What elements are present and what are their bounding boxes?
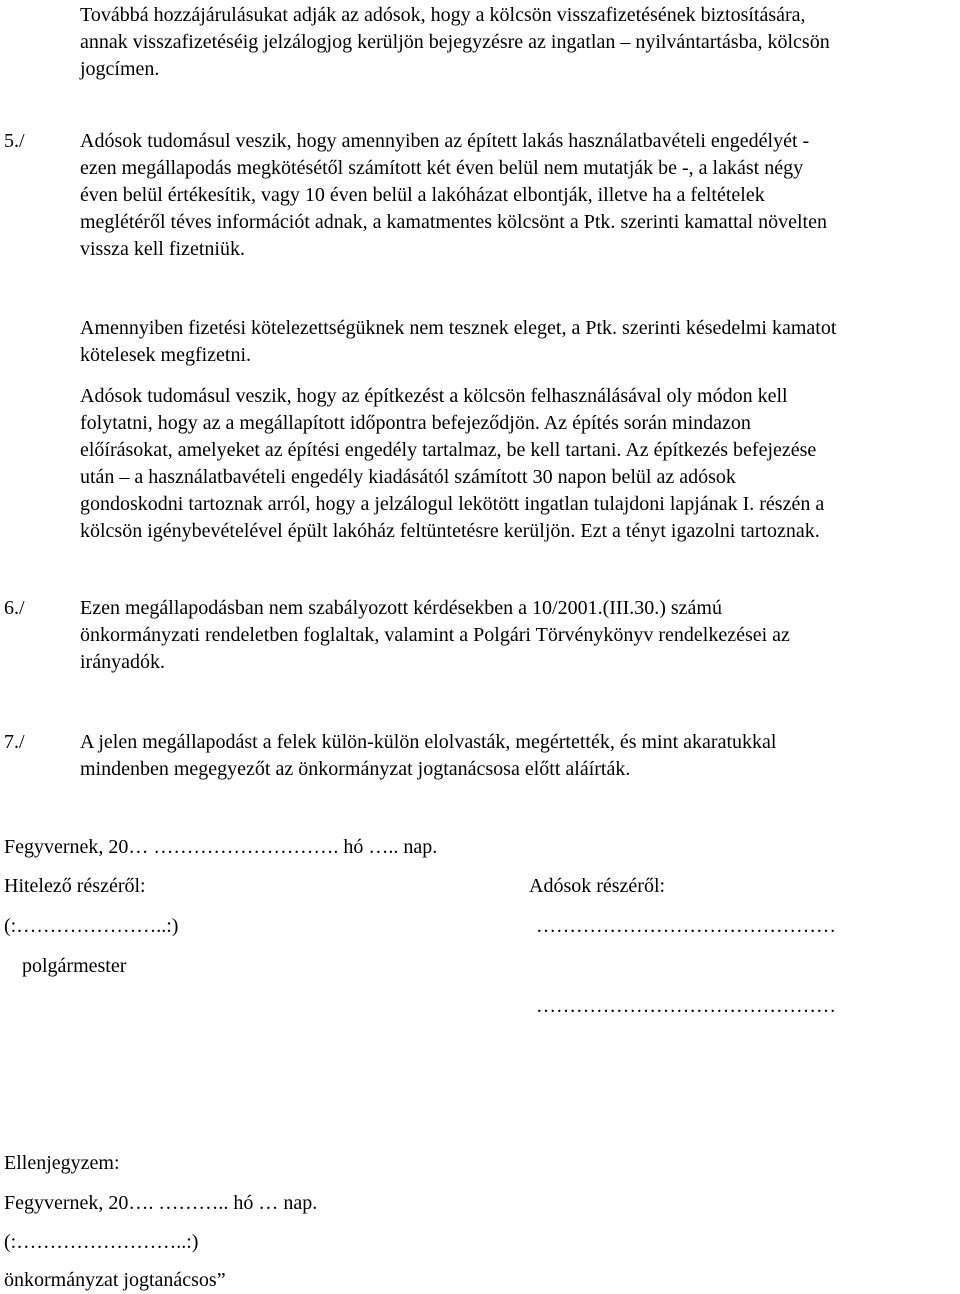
section-5-p1-line-4: meglétéről téves információt adnak, a kamatmentes kölcsönt a Ptk. szerinti kamattal növelten [80, 211, 827, 233]
section-5-p1-line-5: vissza kell fizetniük. [80, 238, 245, 260]
signing-place-date: Fegyvernek, 20… ………………………. hó ….. nap. [4, 836, 438, 858]
countersign-signature-line: (:……………………..:) [4, 1231, 199, 1253]
section-5-p2-line-1: Amennyiben fizetési kötelezettségüknek nem tesznek eleget, a Ptk. szerinti késedelmi kamatot [80, 317, 837, 339]
creditor-title: polgármester [22, 955, 127, 977]
section-5-p1-line-3: éven belül értékesítik, vagy 10 éven belül a lakóházat elbontják, illetve ha a feltételek [80, 184, 765, 206]
section-5-p3-line-2: folytatni, hogy az a megállapított időpontra befejeződjön. Az építés során mindazon [80, 412, 751, 434]
section-5-p3-line-3: előírásokat, amelyeket az építési engedély tartalmaz, be kell tartani. Az építkezés befejezése [80, 439, 817, 461]
section-6-line-1: Ezen megállapodásban nem szabályozott kérdésekben a 10/2001.(III.30.) számú [80, 597, 722, 619]
intro-line-3: jogcímen. [80, 58, 160, 80]
debtor-label: Adósok részéről: [529, 875, 666, 897]
section-5-p1-line-1: Adósok tudomásul veszik, hogy amennyiben az épített lakás használatbavételi engedélyét - [80, 130, 810, 152]
section-5-number: 5./ [4, 130, 25, 152]
intro-line-1: Továbbá hozzájárulásukat adják az adósok, hogy a kölcsön visszafizetésének biztosítására, [80, 4, 806, 26]
debtor-signature-line-2: ……………………………………… [536, 995, 836, 1017]
creditor-label: Hitelező részéről: [4, 875, 146, 897]
debtor-signature-line-1: ……………………………………… [536, 915, 836, 937]
countersign-title: önkormányzat jogtanácsos” [4, 1269, 226, 1291]
section-7-number: 7./ [4, 731, 25, 753]
section-5-p3-line-1: Adósok tudomásul veszik, hogy az építkezést a kölcsön felhasználásával oly módon kell [80, 385, 788, 407]
intro-line-2: annak visszafizetéséig jelzálogjog kerüljön bejegyzésre az ingatlan – nyilvántartásba, kölcsön [80, 31, 830, 53]
section-6-number: 6./ [4, 597, 25, 619]
creditor-signature-line: (:…………………..:) [4, 915, 179, 937]
section-6-line-3: irányadók. [80, 651, 165, 673]
section-6-line-2: önkormányzati rendeletben foglaltak, valamint a Polgári Törvénykönyv rendelkezései az [80, 624, 790, 646]
section-5-p3-line-4: után – a használatbavételi engedély kiadásától számított 30 napon belül az adósok [80, 466, 736, 488]
section-5-p1-line-2: ezen megállapodás megkötésétől számított két éven belül nem mutatják be -, a lakást négy [80, 157, 804, 179]
section-5-p2-line-2: kötelesek megfizetni. [80, 344, 252, 366]
countersign-label: Ellenjegyzem: [4, 1152, 120, 1174]
section-7-line-1: A jelen megállapodást a felek külön-külön elolvasták, megértették, és mint akaratukkal [80, 731, 777, 753]
section-5-p3-line-5: gondoskodni tartoznak arról, hogy a jelzálogul lekötött ingatlan tulajdoni lapjának I. részén a [80, 493, 825, 515]
countersign-place-date: Fegyvernek, 20…. ……….. hó … nap. [4, 1192, 318, 1214]
section-7-line-2: mindenben megegyezőt az önkormányzat jogtanácsosa előtt aláírták. [80, 758, 631, 780]
section-5-p3-line-6: kölcsön igénybevételével épült lakóház feltüntetésre kerüljön. Ezt a tényt igazolni tartoznak. [80, 520, 820, 542]
